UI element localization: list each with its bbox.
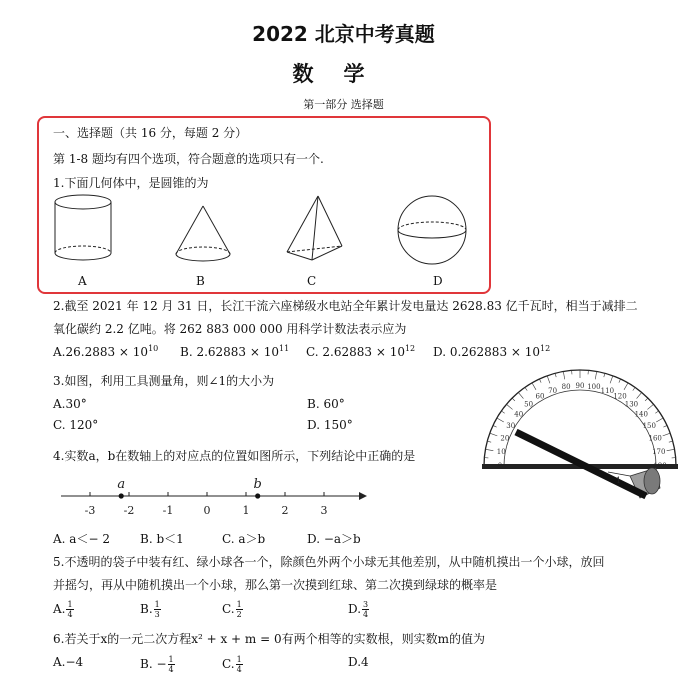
- q5-option-d: D. $\frac{3}{4}$: [348, 600, 369, 619]
- number-line-point-label-a: a: [117, 477, 126, 492]
- q5-option-c: C. $\frac{1}{2}$: [222, 600, 242, 619]
- protractor-tick-label: 110: [600, 386, 615, 395]
- protractor-tick-label: 20: [500, 434, 510, 443]
- q4-option-b: B. b＜1: [140, 532, 184, 546]
- q6-option-c: C. $\frac{1}{4}$: [222, 655, 242, 674]
- protractor-tick-label: 80: [561, 383, 571, 392]
- q1-label-a: A: [78, 274, 87, 288]
- protractor-tick-label: 130: [624, 400, 639, 409]
- q1-label-c: C: [307, 274, 317, 288]
- number-line-point-a: [119, 493, 124, 498]
- q4-option-c: C. a＞b: [222, 532, 266, 546]
- q5-option-b: B. $\frac{1}{3}$: [140, 600, 160, 619]
- q6-stem: 6.若关于x的一元二次方程x² + x + m = 0有两个相等的实数根，则实数m的值为: [53, 632, 486, 646]
- protractor-tick-label: 10: [496, 448, 506, 457]
- number-line-tick-label: 0: [203, 504, 211, 517]
- protractor-tick-label: 160: [648, 434, 662, 443]
- section-heading: 一、选择题（共 16 分，每题 2 分）: [53, 126, 248, 140]
- subject-title: 数学: [292, 62, 395, 86]
- protractor-tick-label: 40: [514, 410, 524, 419]
- protractor-tick-label: 150: [642, 422, 656, 430]
- cone-icon: [176, 206, 230, 261]
- q4-stem: 4.实数a，b在数轴上的对应点的位置如图所示，下列结论中正确的是: [53, 449, 416, 463]
- q4-option-d: D. −a＞b: [307, 532, 361, 546]
- protractor-icon: [484, 370, 676, 470]
- q4-option-a: A. a＜− 2: [53, 532, 110, 546]
- q3-option-a: A.30°: [53, 397, 87, 411]
- q6-option-a: A.−4: [53, 655, 84, 669]
- protractor-tick-label: 70: [548, 386, 558, 395]
- protractor-tick-label: 50: [524, 400, 534, 409]
- number-line-tick-label: 3: [320, 504, 328, 517]
- part-heading: 第一部分 选择题: [303, 98, 384, 111]
- q5-option-a: A. $\frac{1}{4}$: [53, 600, 73, 619]
- q5-line1: 5.不透明的袋子中装有红、绿小球各一个，除颜色外两个小球无其他差别，从中随机摸出一个小球，放回: [53, 555, 605, 569]
- protractor-tick-label: 120: [613, 392, 627, 401]
- q2-option-c: C. $2.62883 \times 10^{12}$: [306, 344, 416, 359]
- protractor-figure: [478, 348, 684, 510]
- page-title: 2022 北京中考真题: [252, 22, 435, 46]
- q1-label-b: B: [196, 274, 205, 288]
- sphere-icon: [398, 196, 466, 264]
- q1-label-d: D: [433, 274, 443, 288]
- protractor-tick-label: 170: [652, 448, 666, 457]
- number-line-tick-label: -1: [162, 504, 174, 517]
- q1-stem: 1.下面几何体中，是圆锥的为: [53, 176, 209, 190]
- q3-stem: 3.如图，利用工具测量角，则∠1的大小为: [53, 374, 275, 388]
- q3-option-b: B. 60°: [307, 397, 345, 411]
- number-line-point-b: [255, 493, 260, 498]
- protractor-tick-label: 100: [587, 383, 601, 392]
- number-line-tick-label: -2: [123, 504, 135, 517]
- q1-solids-figure: [40, 190, 490, 290]
- ruler-knob-end: [644, 468, 660, 494]
- angle-label-1: 1: [616, 476, 622, 485]
- q6-option-d: D.4: [348, 655, 369, 669]
- cylinder-icon: [55, 195, 111, 260]
- arrow-right-icon: [359, 492, 367, 500]
- protractor-tick-label: 140: [634, 410, 648, 419]
- q6-option-b: B. − $\frac{1}{4}$: [140, 655, 174, 674]
- protractor-tick-label: 90: [575, 382, 585, 390]
- number-line-point-label-b: b: [253, 477, 262, 492]
- number-line-tick-label: -3: [84, 504, 96, 517]
- number-line-tick-label: 2: [281, 504, 289, 517]
- q3-option-d: D. 150°: [307, 418, 353, 432]
- q2-option-b: B. $2.62883 \times 10^{11}$: [180, 344, 290, 359]
- q2-line1: 2.截至 2021 年 12 月 31 日，长江干流六座梯级水电站全年累计发电量达 2628.83 亿千瓦时，相当于减排二: [53, 299, 638, 313]
- q2-option-d: D. $0.262883 \times 10^{12}$: [433, 344, 551, 359]
- q2-line2: 氧化碳约 2.2 亿吨。将 262 883 000 000 用科学计数法表示应为: [53, 322, 407, 336]
- protractor-tick-label: 60: [535, 392, 545, 401]
- q3-option-c: C. 120°: [53, 418, 99, 432]
- number-line-tick-label: 1: [242, 504, 250, 517]
- number-line: [55, 470, 375, 522]
- section-instruction: 第 1-8 题均有四个选项，符合题意的选项只有一个.: [53, 152, 324, 166]
- protractor-tick-label: 30: [506, 422, 516, 430]
- q5-line2: 并摇匀，再从中随机摸出一个小球，那么第一次摸到红球、第二次摸到绿球的概率是: [53, 578, 498, 592]
- pyramid-icon: [287, 196, 342, 260]
- q2-option-a: $A.26.2883 \times 10^{10}$: [53, 344, 159, 359]
